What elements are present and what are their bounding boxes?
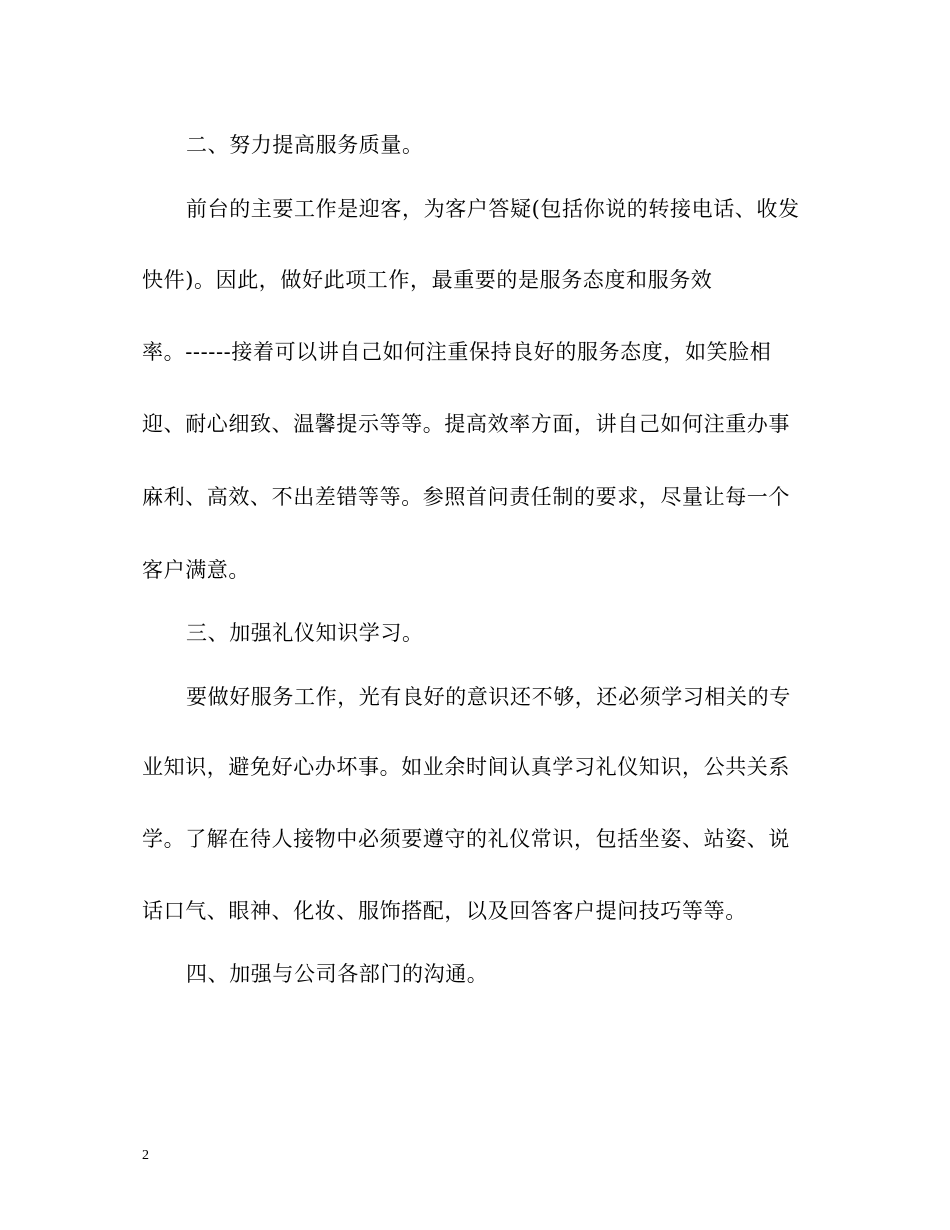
heading-improve-service-quality: 二、努力提高服务质量。 bbox=[186, 133, 424, 157]
paragraph-line: 学。了解在待人接物中必须要遵守的礼仪常识，包括坐姿、站姿、说 bbox=[142, 827, 790, 851]
page-number: 2 bbox=[142, 1148, 149, 1163]
paragraph-line: 业知识，避免好心办坏事。如业余时间认真学习礼仪知识，公共关系 bbox=[142, 755, 790, 779]
paragraph-line: 前台的主要工作是迎客，为客户答疑(包括你说的转接电话、收发 bbox=[186, 197, 800, 221]
paragraph-line: 客户满意。 bbox=[142, 558, 250, 582]
paragraph-line: 迎、耐心细致、温馨提示等等。提高效率方面，讲自己如何注重办事 bbox=[142, 412, 790, 436]
heading-etiquette-learning: 三、加强礼仪知识学习。 bbox=[186, 621, 424, 645]
paragraph-line: 麻利、高效、不出差错等等。参照首问责任制的要求，尽量让每一个 bbox=[142, 485, 790, 509]
heading-department-communication: 四、加强与公司各部门的沟通。 bbox=[186, 962, 489, 986]
paragraph-line: 率。------接着可以讲自己如何注重保持良好的服务态度，如笑脸相 bbox=[142, 340, 772, 364]
paragraph-line: 要做好服务工作，光有良好的意识还不够，还必须学习相关的专 bbox=[186, 685, 791, 709]
paragraph-line: 快件)。因此，做好此项工作，最重要的是服务态度和服务效 bbox=[142, 268, 713, 292]
paragraph-line: 话口气、眼神、化妆、服饰搭配，以及回答客户提问技巧等等。 bbox=[142, 899, 747, 923]
